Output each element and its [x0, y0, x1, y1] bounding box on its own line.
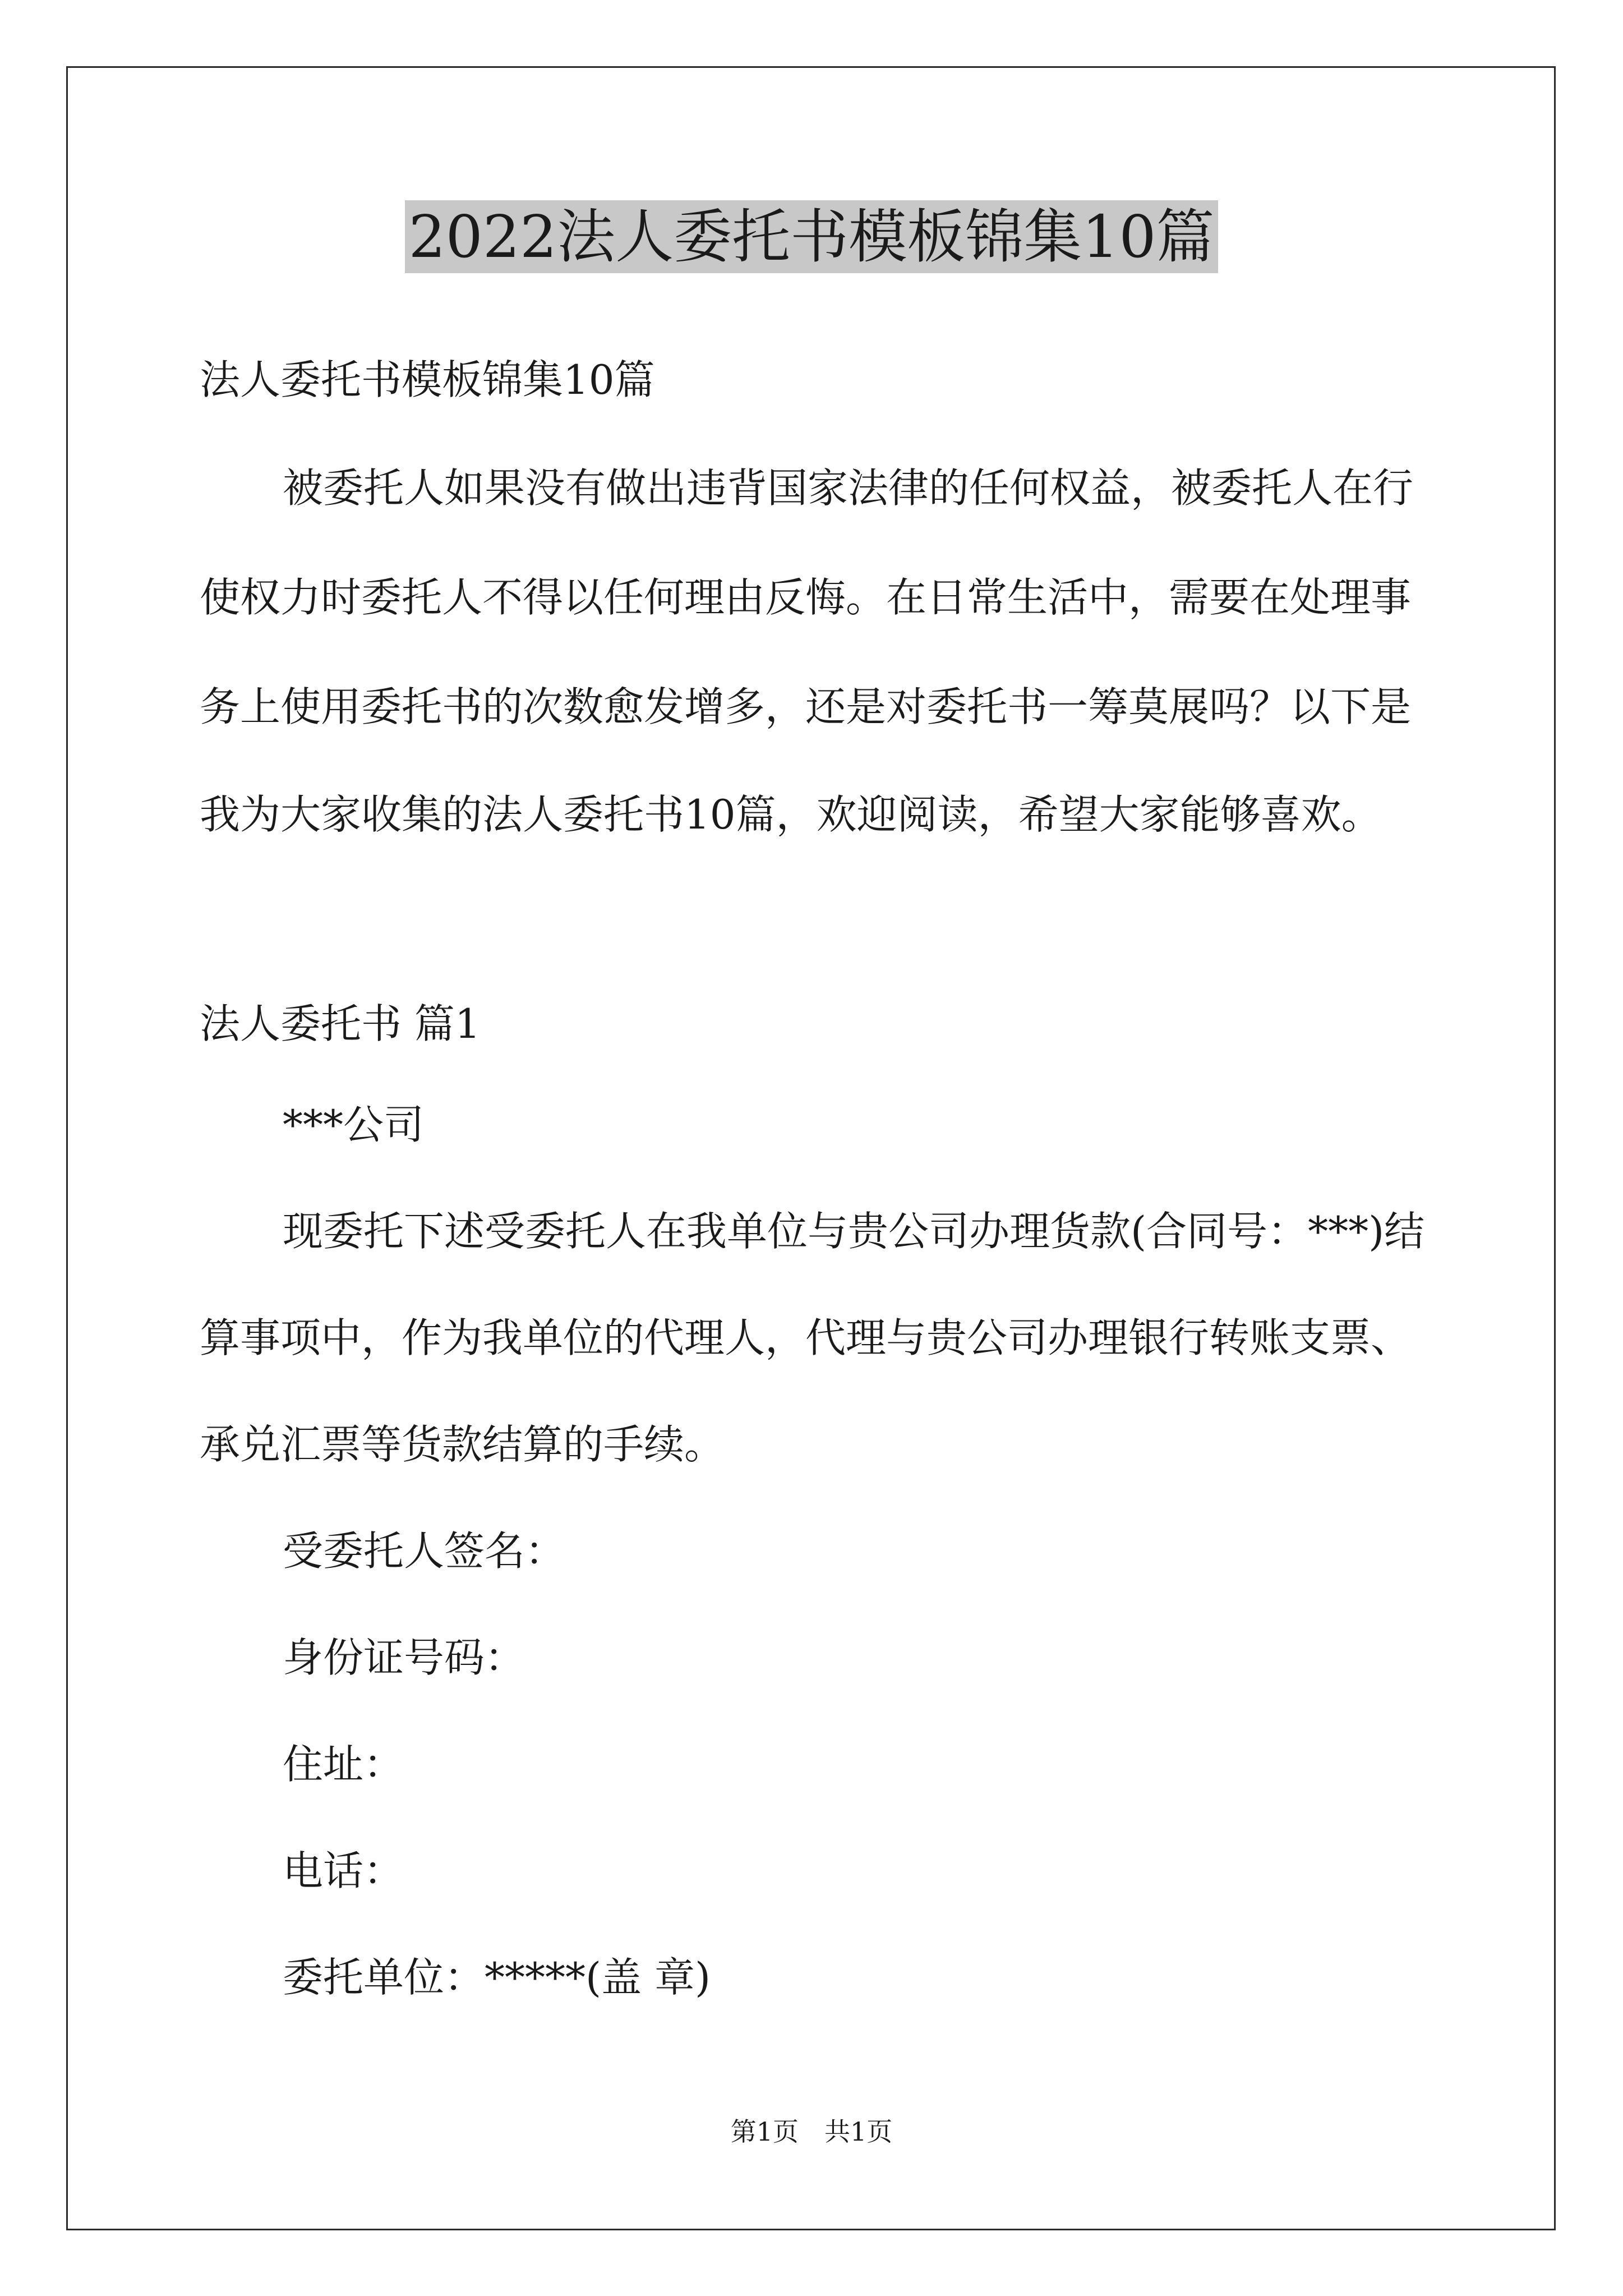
addressee: ***公司 — [283, 1101, 425, 1148]
body-line: 算事项中，作为我单位的代理人，代理与贵公司办理银行转账支票、 — [200, 1314, 1412, 1361]
document-title — [0, 197, 1623, 276]
body-line: 承兑汇票等货款结算的手续。 — [200, 1421, 725, 1468]
field-address: 住址： — [283, 1741, 404, 1788]
document-subtitle: 法人委托书模板锦集10篇 — [200, 356, 655, 403]
field-phone: 电话： — [283, 1847, 404, 1894]
intro-line: 务上使用委托书的次数愈发增多，还是对委托书一筹莫展吗？以下是 — [200, 683, 1412, 730]
field-trustee-signature: 受委托人签名： — [283, 1527, 566, 1575]
field-id-number: 身份证号码： — [283, 1634, 525, 1681]
intro-line: 使权力时委托人不得以任何理由反悔。在日常生活中，需要在处理事 — [200, 574, 1412, 621]
page-footer: 第1页 共1页 — [730, 2116, 893, 2147]
field-entrusting-unit: 委托单位：*****(盖 章) — [283, 1954, 711, 2001]
body-line: 现委托下述受委托人在我单位与贵公司办理货款(合同号：***)结 — [283, 1208, 1425, 1255]
document-title-text: 2022法人委托书模板锦集10篇 — [405, 200, 1218, 273]
section-heading: 法人委托书 篇1 — [200, 1000, 481, 1047]
intro-line: 被委托人如果没有做出违背国家法律的任何权益，被委托人在行 — [283, 464, 1414, 512]
intro-line: 我为大家收集的法人委托书10篇，欢迎阅读，希望大家能够喜欢。 — [200, 791, 1382, 838]
